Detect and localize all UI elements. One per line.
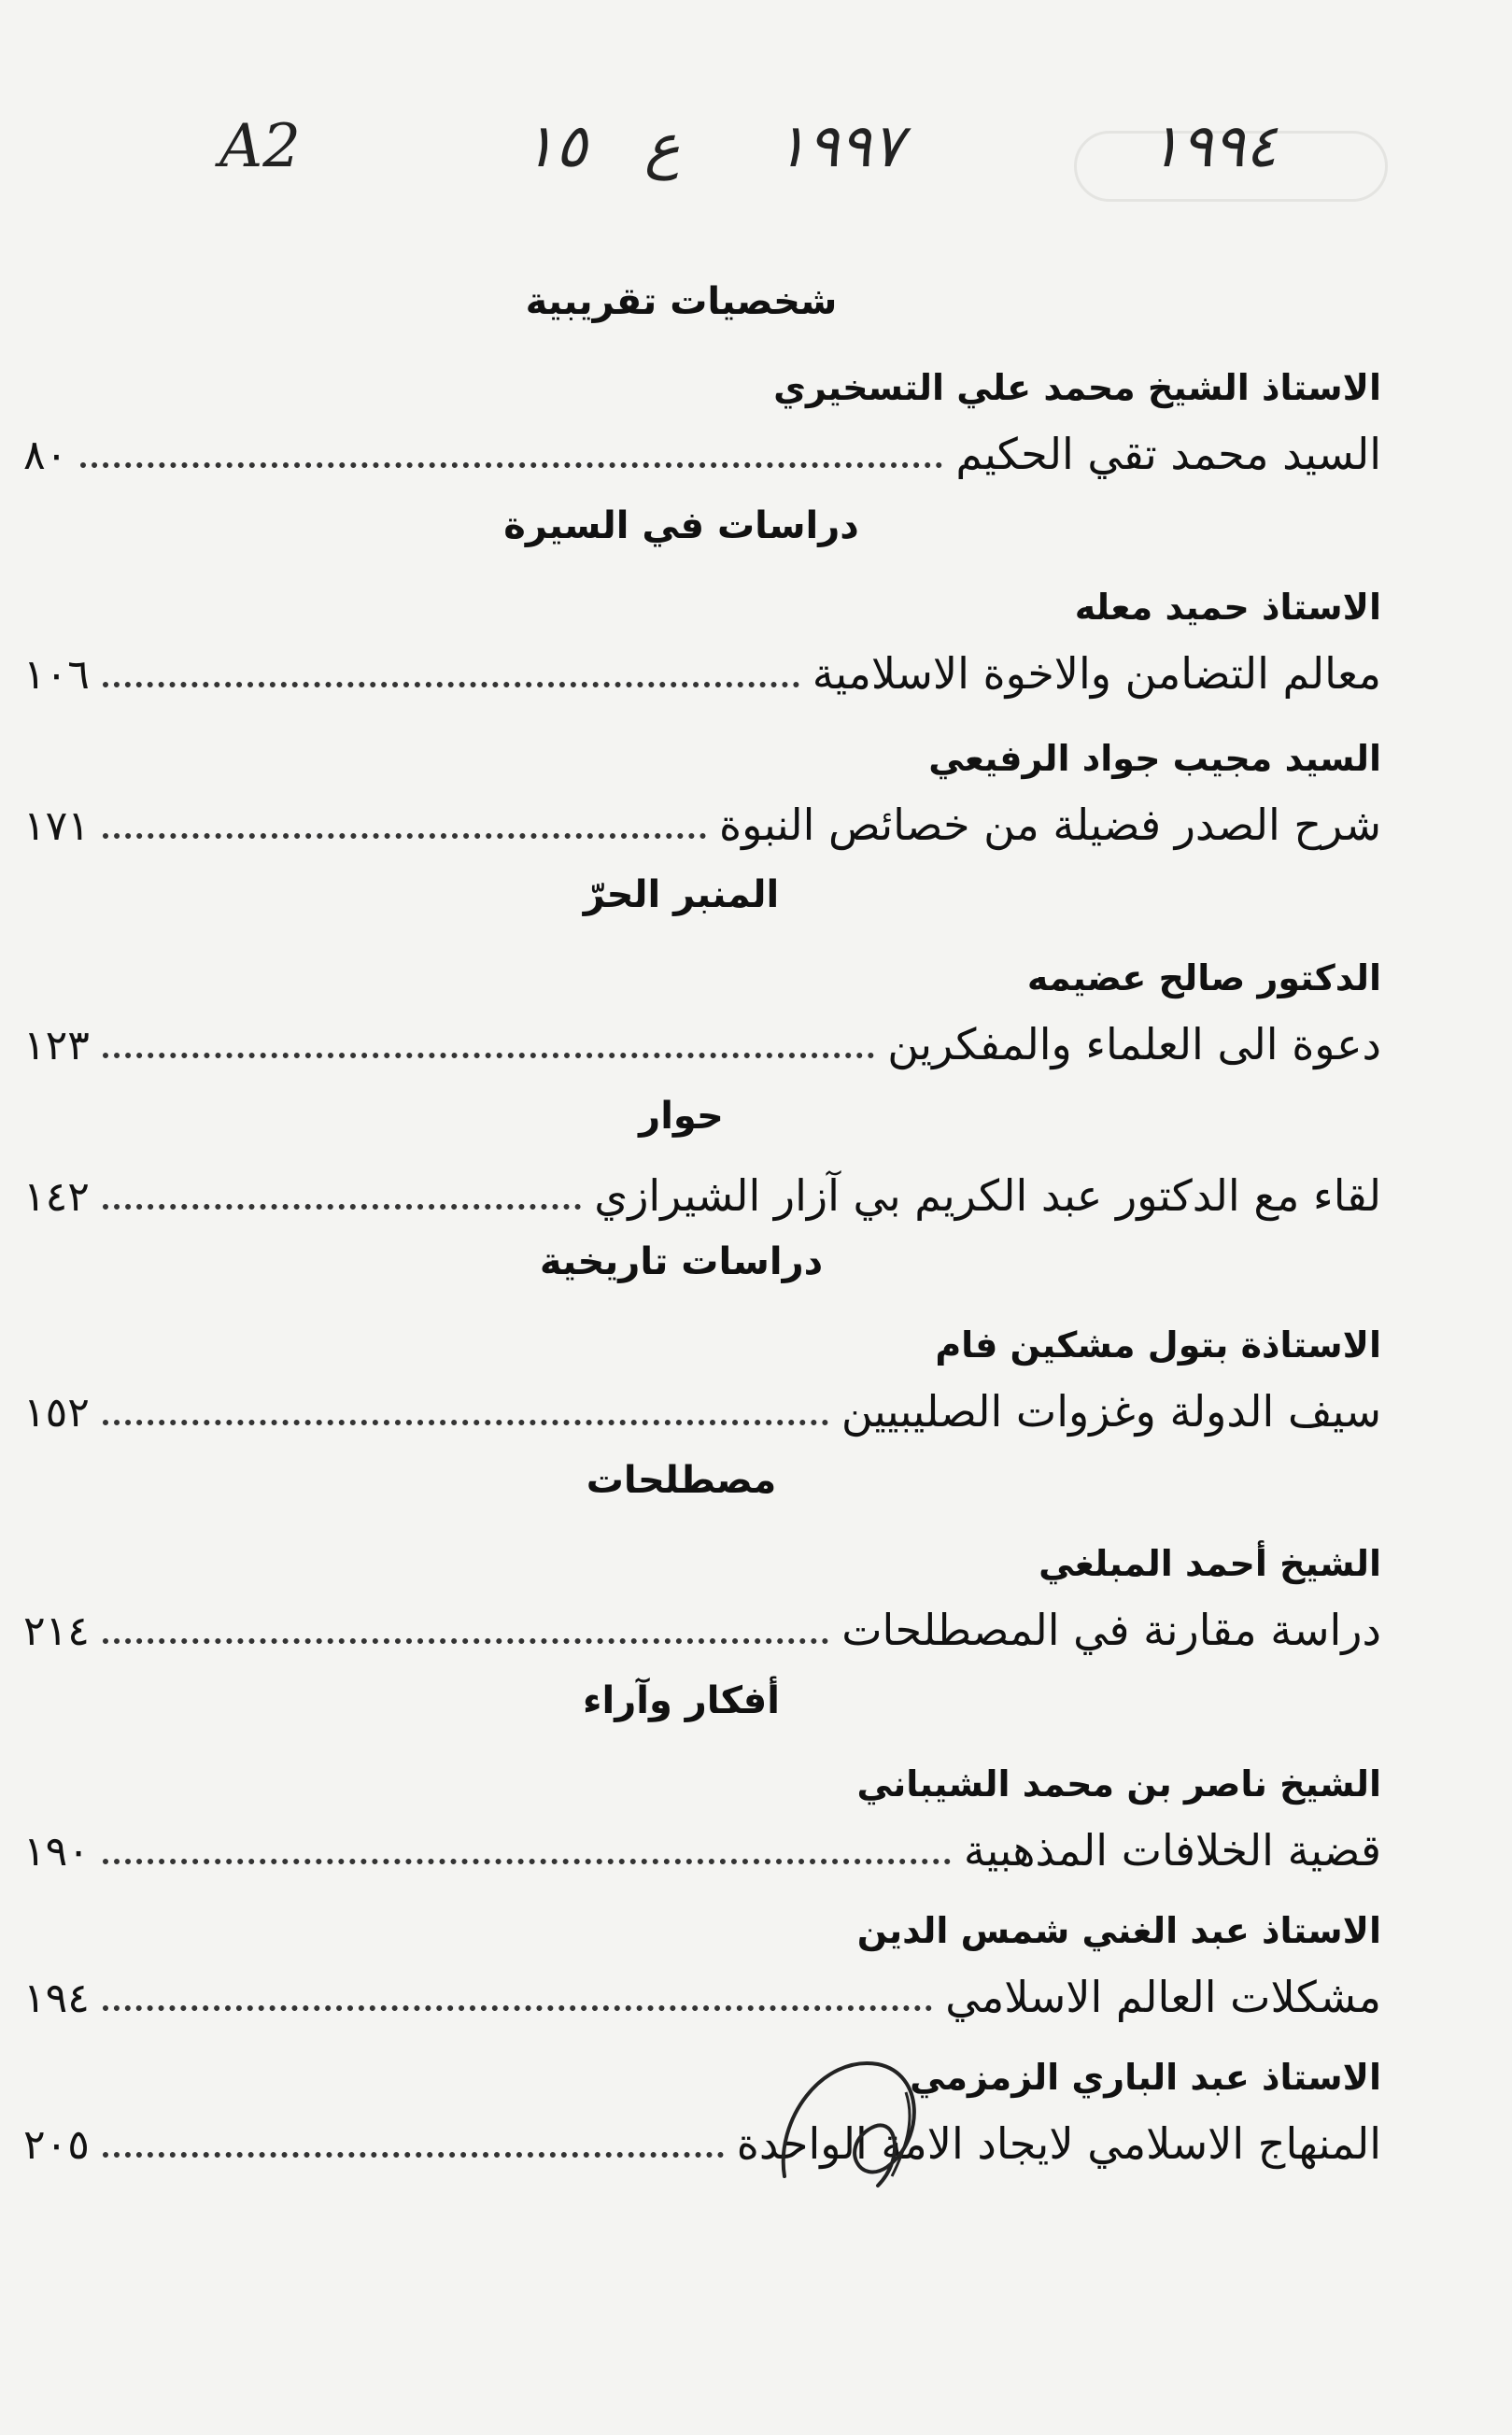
- section-title: المنبر الحرّ: [583, 873, 780, 916]
- handwritten-note: A2: [219, 112, 301, 181]
- page-number: ٢٠٥: [23, 2121, 90, 2169]
- dot-leader: [103, 1052, 874, 1058]
- dot-leader: [103, 1419, 828, 1425]
- toc-entry[interactable]: [23, 1380, 1381, 1437]
- handwritten-signature: [766, 2036, 943, 2195]
- dot-leader: [103, 2151, 724, 2158]
- handwritten-note: ع: [644, 112, 681, 181]
- entry-title: دعوة الى العلماء والمفكرين: [887, 1019, 1381, 1069]
- entry-title: السيد محمد تقي الحكيم: [955, 429, 1381, 479]
- dot-leader: [103, 1203, 581, 1210]
- page-number: ١٥٢: [23, 1389, 90, 1437]
- toc-entry[interactable]: [23, 1966, 1381, 2022]
- entry-title: مشكلات العالم الاسلامي: [945, 1972, 1381, 2022]
- entry-title: دراسة مقارنة في المصطلحات: [841, 1605, 1381, 1655]
- page-number: ١٩٤: [23, 1975, 90, 2022]
- toc-entry[interactable]: [23, 1819, 1381, 1876]
- dot-leader: [103, 681, 799, 687]
- section-title: حوار: [639, 1095, 724, 1138]
- entry-title: المنهاج الاسلامي لايجاد الامة الواحدة: [736, 2118, 1381, 2169]
- section-title: دراسات في السيرة: [503, 504, 859, 547]
- author-name: الاستاذ حميد معله: [1074, 587, 1381, 628]
- author-name: الاستاذة بتول مشكين فام: [935, 1324, 1381, 1366]
- toc-entry[interactable]: [23, 1599, 1381, 1655]
- author-name: الاستاذ عبد الباري الزمزمي: [910, 2057, 1381, 2098]
- entry-title: معالم التضامن والاخوة الاسلامية: [812, 648, 1381, 699]
- handwritten-note: ١٩٩٧: [775, 112, 904, 181]
- dot-leader: [80, 461, 942, 468]
- dot-leader: [103, 1858, 951, 1864]
- author-name: الشيخ ناصر بن محمد الشيباني: [856, 1763, 1381, 1805]
- author-name: السيد مجيب جواد الرفيعي: [928, 738, 1381, 779]
- section-title: شخصيات تقريبية: [525, 280, 838, 323]
- section-title: مصطلحات: [586, 1459, 777, 1502]
- page-number: ١٩٠: [23, 1828, 90, 1876]
- author-name: الشيخ أحمد المبلغي: [1039, 1543, 1381, 1584]
- handwritten-note: ١٩٩٤: [1149, 112, 1278, 181]
- section-title: أفكار وآراء: [583, 1679, 780, 1722]
- toc-entry[interactable]: [23, 2113, 1381, 2169]
- author-name: الاستاذ الشيخ محمد علي التسخيري: [773, 367, 1381, 408]
- page-number: ٨٠: [23, 432, 68, 479]
- page-number: ٢١٤: [23, 1607, 90, 1655]
- handwritten-note: ١٥: [523, 112, 587, 181]
- page-number: ١٤٢: [23, 1173, 90, 1221]
- page-number: ١٠٦: [23, 651, 90, 699]
- entry-title: لقاء مع الدكتور عبد الكريم بي آزار الشيرازي: [594, 1170, 1381, 1221]
- toc-entry[interactable]: [23, 643, 1381, 699]
- dot-leader: [103, 2004, 932, 2011]
- entry-title: قضية الخلافات المذهبية: [963, 1825, 1381, 1876]
- toc-entry[interactable]: [23, 1165, 1381, 1221]
- author-name: الاستاذ عبد الغني شمس الدين: [856, 1910, 1381, 1951]
- toc-entry[interactable]: [23, 1013, 1381, 1069]
- page-number: ١٧١: [23, 802, 90, 850]
- dot-leader: [103, 832, 706, 839]
- entry-title: شرح الصدر فضيلة من خصائص النبوة: [718, 800, 1381, 850]
- page-number: ١٢٣: [23, 1022, 90, 1069]
- entry-title: سيف الدولة وغزوات الصليبيين: [841, 1386, 1381, 1437]
- section-title: دراسات تاريخية: [539, 1240, 824, 1283]
- toc-entry[interactable]: [23, 423, 1381, 479]
- toc-entry[interactable]: [23, 794, 1381, 850]
- author-name: الدكتور صالح عضيمه: [1026, 957, 1381, 998]
- dot-leader: [103, 1637, 828, 1644]
